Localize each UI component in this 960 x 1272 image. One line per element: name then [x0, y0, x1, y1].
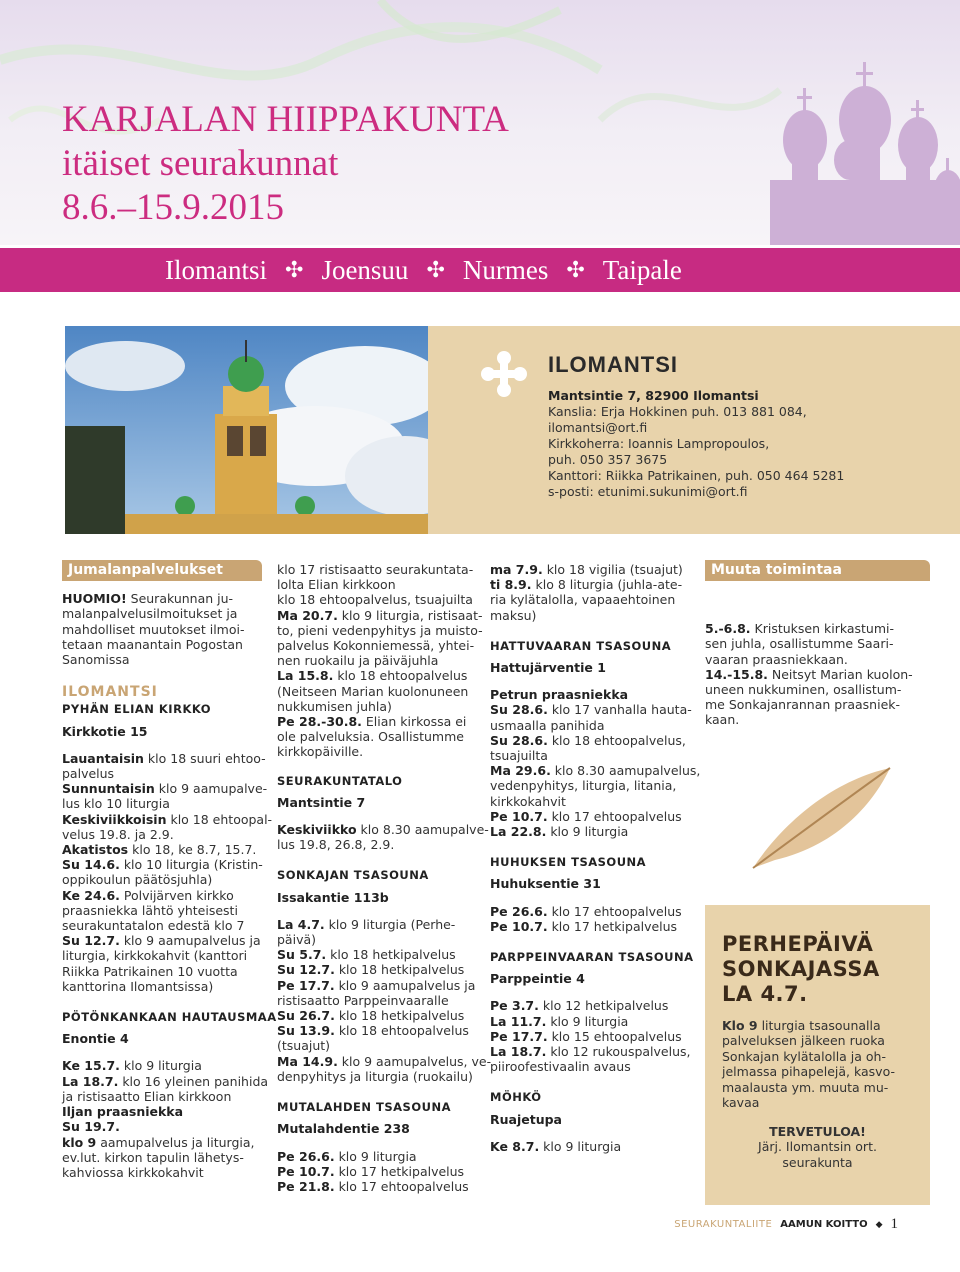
- service-line: to, pieni vedenpyhitys ja muisto-: [277, 622, 483, 638]
- page-footer: [674, 1216, 898, 1233]
- service-line: Keskiviikkoisin klo 18 ehtoopal-: [62, 811, 273, 827]
- service-line: maksu): [490, 607, 537, 623]
- location-heading: MUTALAHDEN TSASOUNA: [277, 1100, 451, 1115]
- service-line: lus 19.8, 26.8, 2.9.: [277, 837, 395, 853]
- church-silhouette-icon: [700, 40, 960, 245]
- location-address: Hattujärventie 1: [490, 660, 606, 676]
- location-heading: HUHUKSEN TSASOUNA: [490, 855, 647, 870]
- service-line: tsuajuilta: [490, 748, 548, 764]
- family-day-title-line: SONKAJASSA: [722, 957, 880, 981]
- section-heading: Muuta toimintaa: [705, 560, 930, 581]
- notice-text: tetaan maanantain Pogostan: [62, 636, 243, 652]
- column-other-activities: [705, 560, 930, 728]
- family-day-line: Sonkajan kylätalolla ja oh-: [722, 1048, 886, 1064]
- page-number: 1: [890, 1216, 898, 1232]
- family-day-title-line: PERHEPÄIVÄ: [722, 932, 874, 956]
- service-line: Su 19.7.: [62, 1119, 120, 1135]
- service-line: Su 12.7. klo 18 hetkipalvelus: [277, 962, 465, 978]
- service-line: kirkkopäiville.: [277, 744, 364, 760]
- service-line: La 11.7. klo 9 liturgia: [490, 1013, 629, 1029]
- cross-ornament-icon: ✣: [426, 257, 445, 282]
- section-heading: Jumalanpalvelukset: [62, 560, 262, 581]
- location-address: Mutalahdentie 238: [277, 1121, 410, 1137]
- column-services: [62, 560, 277, 1180]
- church-photo: [65, 326, 428, 534]
- family-day-title-line: LA 4.7.: [722, 982, 808, 1006]
- page-header: [0, 0, 960, 245]
- service-line: usmaalla panihida: [490, 717, 605, 733]
- service-line: Ma 14.9. klo 9 aamupalvelus, ve-: [277, 1053, 492, 1069]
- service-line: vedenpyhitys, liturgia, litania,: [490, 778, 677, 794]
- service-line: nukkumisen juhla): [277, 698, 392, 714]
- cross-ornament-icon: ✣: [566, 257, 585, 282]
- parish-heading: ILOMANTSI: [62, 684, 158, 701]
- activity-line: sen juhla, osallistumme Saari-: [705, 636, 894, 652]
- service-line: (Neitseen Marian kuolonuneen: [277, 683, 469, 699]
- service-line: Ma 29.6. klo 8.30 aamupalvelus,: [490, 763, 701, 779]
- service-line: La 4.7. klo 9 liturgia (Perhe-: [277, 916, 456, 932]
- service-line: kahviossa kirkkokahvit: [62, 1164, 204, 1180]
- service-line: päivä): [277, 932, 317, 948]
- cross-ornament-icon: ✣: [285, 257, 304, 282]
- service-line: lus klo 10 liturgia: [62, 796, 170, 812]
- organizer-line: Järj. Ilomantsin ort.: [758, 1139, 877, 1155]
- service-line: Ke 24.6. Polvijärven kirkko: [62, 887, 234, 903]
- service-line: lolta Elian kirkkoon: [277, 577, 396, 593]
- service-line: Ke 15.7. klo 9 liturgia: [62, 1058, 202, 1074]
- service-line: Pe 26.6. klo 17 ehtoopalvelus: [490, 903, 682, 919]
- location-heading: HATTUVAARAN TSASOUNA: [490, 638, 672, 653]
- supplement-label: SEURAKUNTALIITE: [674, 1219, 773, 1230]
- contact-line: Kanttori: Riikka Patrikainen, puh. 050 464 5281: [548, 468, 845, 483]
- location-heading: SONKAJAN TSASOUNA: [277, 868, 429, 883]
- family-day-title: [722, 932, 880, 1007]
- location-heading: PARPPEINVAARAN TSASOUNA: [490, 950, 694, 965]
- notice-text: mahdolliset muutokset ilmoi-: [62, 621, 245, 637]
- service-line: klo 18 ehtoopalvelus, tsuajuilta: [277, 592, 473, 608]
- activity-line: kaan.: [705, 712, 740, 728]
- location-heading: MÖHKÖ: [490, 1090, 542, 1105]
- service-line: denpyhitys ja liturgia (ruokailu): [277, 1068, 473, 1084]
- parish-name: Taipale: [602, 254, 682, 285]
- service-line: piiroofestivaalin avaus: [490, 1059, 631, 1075]
- service-line: La 22.8. klo 9 liturgia: [490, 824, 629, 840]
- location-address: Mantsintie 7: [277, 794, 366, 810]
- service-line: palvelus: [62, 766, 115, 782]
- location-heading: SEURAKUNTATALO: [277, 773, 403, 788]
- service-line: ja ristisaatto Elian kirkkoon: [62, 1088, 232, 1104]
- service-line: Pe 21.8. klo 17 ehtoopalvelus: [277, 1178, 469, 1194]
- service-line: Pe 17.7. klo 9 aamupalvelus ja: [277, 977, 476, 993]
- family-day-text: [722, 1018, 895, 1110]
- activity-line: vaaran praasniekkaan.: [705, 651, 848, 667]
- service-line: liturgia, kirkkokahvit (kanttori: [62, 948, 248, 964]
- service-line: La 18.7. klo 16 yleinen panihida: [62, 1073, 269, 1089]
- service-line: Pe 10.7. klo 17 hetkipalvelus: [277, 1163, 465, 1179]
- family-day-line: maalausta ym. muuta mu-: [722, 1079, 889, 1095]
- service-line: Riikka Patrikainen 10 vuotta: [62, 963, 238, 979]
- location-address: Huhuksentie 31: [490, 876, 601, 892]
- parish-contact: [548, 388, 844, 500]
- service-line: Su 26.7. klo 18 hetkipalvelus: [277, 1008, 465, 1024]
- church-heading: PYHÄN ELIAN KIRKKO: [62, 702, 212, 717]
- service-line: ev.lut. kirkon tapulin lähetys-: [62, 1149, 244, 1165]
- location-address: Enontie 4: [62, 1031, 129, 1047]
- contact-line: Kanslia: Erja Hokkinen puh. 013 881 084,: [548, 404, 807, 419]
- family-day-line: kavaa: [722, 1095, 760, 1111]
- service-line: seurakuntatalon edestä klo 7: [62, 918, 245, 934]
- diamond-icon: ◆: [875, 1219, 883, 1230]
- location-address: Ruajetupa: [490, 1111, 562, 1127]
- service-line: Sunnuntaisin klo 9 aamupalve-: [62, 781, 268, 797]
- location-heading: PÖTÖNKANKAAN HAUTAUSMAA: [62, 1010, 277, 1025]
- welcome-text: TERVETULOA!: [769, 1124, 866, 1139]
- service-line: La 18.7. klo 12 rukouspalvelus,: [490, 1044, 691, 1060]
- title-line: itäiset seurakunnat: [62, 143, 339, 184]
- service-line: Pe 28.-30.8. Elian kirkossa ei: [277, 714, 467, 730]
- parish-name: Joensuu: [321, 254, 409, 285]
- activity-line: 5.-6.8. Kristuksen kirkastumi-: [705, 621, 895, 637]
- activity-line: uneen nukkuminen, osallistum-: [705, 682, 902, 698]
- family-day-footer: [705, 1124, 930, 1170]
- page-title: [62, 98, 509, 230]
- service-line: ma 7.9. klo 18 vigilia (tsuajut): [490, 562, 683, 577]
- service-line: Su 28.6. klo 18 ehtoopalvelus,: [490, 732, 686, 748]
- service-line: palvelus Kokonniemessä, yhtei-: [277, 638, 475, 654]
- parish-bar: [0, 248, 960, 292]
- service-line: ti 8.9. klo 8 liturgia (juhla-ate-: [490, 577, 683, 593]
- service-line: velus 19.8. ja 2.9.: [62, 826, 174, 842]
- family-day-line: jelmassa pihapelejä, kasvo-: [722, 1064, 895, 1080]
- service-line: Pe 17.7. klo 15 ehtoopalvelus: [490, 1028, 682, 1044]
- service-line: ole palveluksia. Osallistumme: [277, 729, 464, 745]
- service-line: kanttorina Ilomantsissa): [62, 978, 214, 994]
- service-line: klo 17 ristisaatto seurakuntata-: [277, 562, 474, 577]
- contact-email: ilomantsi@ort.fi: [548, 420, 648, 435]
- contact-line: s-posti: etunimi.sukunimi@ort.fi: [548, 484, 748, 499]
- service-line: Ke 8.7. klo 9 liturgia: [490, 1138, 622, 1154]
- service-line: ristisaatto Parppeinvaaralle: [277, 992, 449, 1008]
- service-line: Pe 10.7. klo 17 ehtoopalvelus: [490, 808, 682, 824]
- column-services-3: [490, 562, 701, 1154]
- service-line: (tsuajut): [277, 1038, 331, 1054]
- service-line: oppikoulun päätösjuhla): [62, 872, 213, 888]
- service-line: ria kylätalolla, vapaaehtoinen: [490, 592, 676, 608]
- service-line: Akatistos klo 18, ke 8.7, 15.7.: [62, 842, 257, 858]
- parish-name: Ilomantsi: [165, 254, 267, 285]
- service-line: Keskiviikko klo 8.30 aamupalve-: [277, 822, 489, 838]
- service-line: kirkkokahvit: [490, 793, 566, 809]
- service-line: nen ruokailu ja päiväjuhla: [277, 653, 439, 669]
- activity-line: 14.-15.8. Neitsyt Marian kuolon-: [705, 666, 913, 682]
- family-day-line: Klo 9 liturgia tsasounalla: [722, 1018, 881, 1033]
- service-line: klo 9 aamupalvelus ja liturgia,: [62, 1134, 255, 1150]
- service-line: Su 12.7. klo 9 aamupalvelus ja: [62, 933, 261, 949]
- notice-text: Sanomissa: [62, 652, 130, 668]
- title-line: KARJALAN HIIPPAKUNTA: [62, 99, 509, 140]
- church-address: Kirkkotie 15: [62, 723, 148, 739]
- service-line: Iljan praasniekka: [62, 1104, 184, 1120]
- service-line: Su 14.6. klo 10 liturgia (Kristin-: [62, 857, 263, 873]
- service-line: Pe 10.7. klo 17 hetkipalvelus: [490, 918, 678, 934]
- service-line: La 15.8. klo 18 ehtoopalvelus: [277, 668, 468, 684]
- column-services-2: [277, 562, 492, 1194]
- service-line: Lauantaisin klo 18 suuri ehtoo-: [62, 750, 266, 766]
- parish-title: ILOMANTSI: [548, 352, 678, 377]
- service-line: Su 13.9. klo 18 ehtoopalvelus: [277, 1023, 469, 1039]
- contact-line: Kirkkoherra: Ioannis Lampropoulos,: [548, 436, 770, 451]
- service-line: Su 5.7. klo 18 hetkipalvelus: [277, 947, 456, 963]
- notice-text: malanpalvelusilmoitukset ja: [62, 606, 238, 622]
- service-line: Su 28.6. klo 17 vanhalla hauta-: [490, 702, 692, 718]
- location-address: Issakantie 113b: [277, 889, 389, 905]
- feather-icon: [745, 760, 895, 875]
- service-line: Pe 3.7. klo 12 hetkipalvelus: [490, 998, 669, 1014]
- family-day-line: palveluksen jälkeen ruoka: [722, 1033, 885, 1049]
- service-line: praasniekka lähtö yhteisesti: [62, 902, 238, 918]
- service-line: Petrun praasniekka: [490, 687, 629, 703]
- cross-ornament-icon: [480, 350, 528, 398]
- activity-line: me Sonkajanrannan praasniek-: [705, 697, 901, 713]
- organizer-line: seurakunta: [782, 1154, 853, 1170]
- service-line: Pe 26.6. klo 9 liturgia: [277, 1148, 417, 1164]
- parish-name: Nurmes: [462, 254, 549, 285]
- title-line: 8.6.–15.9.2015: [62, 187, 284, 228]
- notice-text: HUOMIO! Seurakunnan ju-: [62, 591, 234, 607]
- newspaper-name: AAMUN KOITTO: [780, 1219, 868, 1230]
- contact-line: puh. 050 357 3675: [548, 452, 668, 467]
- location-address: Parppeintie 4: [490, 971, 585, 987]
- parish-address: Mantsintie 7, 82900 Ilomantsi: [548, 388, 759, 403]
- service-line: Ma 20.7. klo 9 liturgia, ristisaat-: [277, 607, 483, 623]
